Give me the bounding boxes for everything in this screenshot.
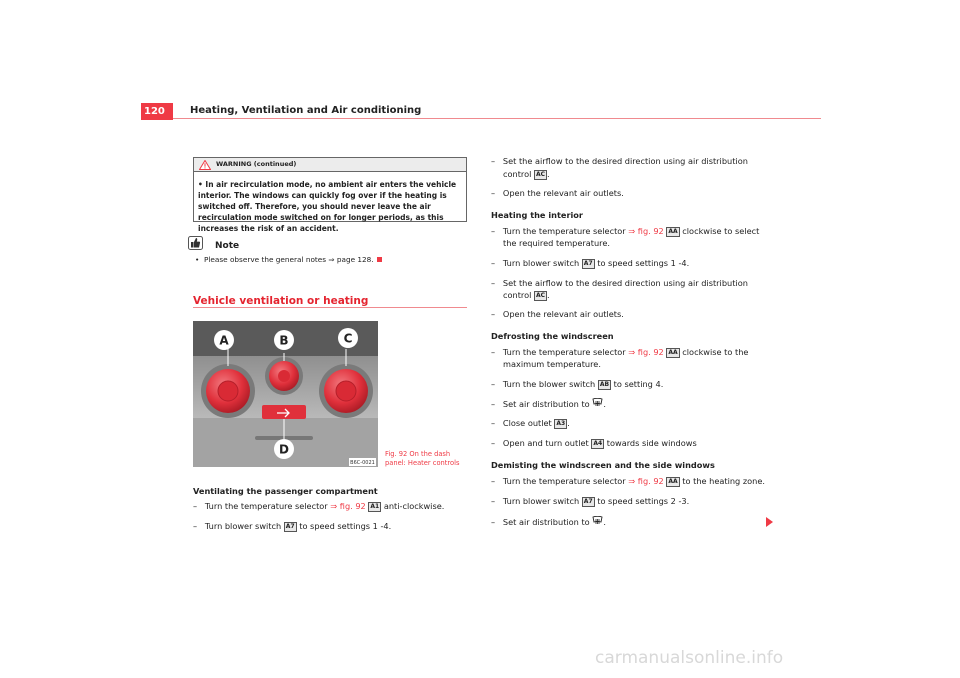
defrost-step-4 xyxy=(491,418,570,429)
heating-step-4 xyxy=(491,309,624,319)
control-badge: A7 xyxy=(583,260,593,267)
demist-step-3 xyxy=(491,516,606,527)
step-text: control xyxy=(503,290,532,300)
fig-92-link[interactable]: fig. 92 xyxy=(637,347,664,357)
fig-92-link[interactable]: fig. 92 xyxy=(637,226,664,236)
step-text: . xyxy=(547,290,550,300)
control-badge: AB xyxy=(599,381,610,388)
figure-caption: Fig. 92 On the dash panel: Heater controls xyxy=(385,450,460,467)
step-text: towards side windows xyxy=(606,438,697,448)
dash: – xyxy=(491,496,496,506)
dash: – xyxy=(491,517,496,527)
dash: – xyxy=(491,278,496,288)
control-badge: A7 xyxy=(583,498,593,505)
header-rule xyxy=(173,118,821,119)
step-text: to speed settings 1 -4. xyxy=(299,521,392,531)
step-text: Turn the temperature selector xyxy=(204,501,328,511)
figure-label-c: C xyxy=(343,331,353,346)
step-text: Turn blower switch xyxy=(502,496,580,506)
step-text: Open the relevant air outlets. xyxy=(502,188,624,198)
figure-label-b: B xyxy=(279,333,289,348)
fig-92-link[interactable]: fig. 92 xyxy=(637,476,664,486)
figure-code: B6C-0021 xyxy=(350,460,375,466)
dash: – xyxy=(193,521,198,531)
step-text: . xyxy=(567,418,570,428)
step-text: Set the airflow to the desired direction using air distribution xyxy=(502,278,748,288)
right-intro-1 xyxy=(491,156,748,166)
note-arrow: ⇒ xyxy=(328,255,335,264)
left-step-1 xyxy=(193,501,444,512)
heading-defrost: Defrosting the windscreen xyxy=(491,331,614,341)
step-text: Turn blower switch xyxy=(502,258,580,268)
page-number: 120 xyxy=(141,103,173,120)
dash: – xyxy=(491,156,496,166)
step-text: Turn blower switch xyxy=(204,521,282,531)
dash: – xyxy=(491,226,496,236)
heading-demist: Demisting the windscreen and the side windows xyxy=(491,460,715,470)
step-text: Open and turn outlet xyxy=(502,438,589,448)
defrost-step-1-cont: maximum temperature. xyxy=(503,359,601,369)
left-step-2 xyxy=(193,521,391,532)
step-text: Turn the blower switch xyxy=(502,379,596,389)
windscreen-defrost-icon xyxy=(592,398,603,407)
defrost-step-1 xyxy=(491,347,748,358)
running-header: Heating, Ventilation and Air conditioning xyxy=(190,105,422,116)
ref-arrow: ⇒ xyxy=(628,476,636,486)
heater-controls-figure xyxy=(193,321,378,467)
ref-arrow: ⇒ xyxy=(628,347,636,357)
control-badge: A4 xyxy=(593,440,603,447)
step-text: to the heating zone. xyxy=(682,476,765,486)
control-badge: A7 xyxy=(285,523,295,530)
step-text: clockwise to the xyxy=(682,347,749,357)
step-text: . xyxy=(603,517,606,527)
dash: – xyxy=(491,476,496,486)
dash: – xyxy=(193,501,198,511)
heading-ventilating: Ventilating the passenger compartment xyxy=(193,486,378,496)
defrost-step-3 xyxy=(491,398,606,409)
step-text: anti-clockwise. xyxy=(383,501,445,511)
dash: – xyxy=(491,309,496,319)
step-text: to speed settings 1 -4. xyxy=(597,258,690,268)
step-text: Turn the temperature selector xyxy=(502,476,626,486)
demist-step-2 xyxy=(491,496,689,507)
figure-label-a: A xyxy=(219,333,229,348)
dash: – xyxy=(491,438,496,448)
control-badge: A1 xyxy=(370,503,380,510)
warning-body: In air recirculation mode, no ambient air enters the vehicle interior. The windows can quickly fog over if the heating is switched off. Therefore, you should never leave the air recirculation mode switched on for longer periods, as this increases the risk of an accident. xyxy=(198,180,457,233)
control-badge: AC xyxy=(536,171,546,178)
windscreen-defrost-icon xyxy=(592,516,603,525)
dash: – xyxy=(491,347,496,357)
step-text: Open the relevant air outlets. xyxy=(502,309,624,319)
control-badge: AC xyxy=(536,292,546,299)
note-icon xyxy=(188,236,203,250)
step-text: Turn the temperature selector xyxy=(502,347,626,357)
warning-header xyxy=(194,158,466,172)
fig-92-link[interactable]: fig. 92 xyxy=(339,501,366,511)
dash: – xyxy=(491,258,496,268)
warning-triangle-icon xyxy=(199,160,211,170)
step-text: control xyxy=(503,169,532,179)
step-text: Set the airflow to the desired direction using air distribution xyxy=(502,156,748,166)
warning-label: WARNING (continued) xyxy=(216,160,297,168)
section-rule xyxy=(193,307,467,308)
step-text: to speed settings 2 -3. xyxy=(597,496,690,506)
warning-text xyxy=(198,179,464,234)
note-text xyxy=(195,255,382,264)
next-page-arrow-icon[interactable] xyxy=(766,517,773,527)
heating-step-1-cont: the required temperature. xyxy=(503,238,611,248)
step-text: Turn the temperature selector xyxy=(502,226,626,236)
note-title: Note xyxy=(215,241,240,251)
warning-box xyxy=(193,157,467,233)
step-text: Close outlet xyxy=(502,418,552,428)
ref-arrow: ⇒ xyxy=(628,226,636,236)
warning-bullet: • xyxy=(198,180,203,189)
control-badge: AA xyxy=(668,349,678,356)
heating-step-3-cont xyxy=(503,290,550,301)
control-badge: AA xyxy=(668,478,678,485)
right-intro-1-cont xyxy=(503,169,550,180)
step-text: Set air distribution to xyxy=(502,399,590,409)
control-badge: A3 xyxy=(556,420,566,427)
note-bullet: • xyxy=(195,255,200,264)
ref-arrow: ⇒ xyxy=(330,501,338,511)
section-title: Vehicle ventilation or heating xyxy=(193,295,369,307)
demist-step-1 xyxy=(491,476,765,487)
note-body: Please observe the general notes xyxy=(203,255,327,264)
step-text: Set air distribution to xyxy=(502,517,590,527)
right-intro-2 xyxy=(491,188,624,198)
step-text: to setting 4. xyxy=(613,379,664,389)
dash: – xyxy=(491,188,496,198)
step-text: . xyxy=(547,169,550,179)
heating-step-3 xyxy=(491,278,748,288)
defrost-step-5 xyxy=(491,438,697,449)
heading-heating: Heating the interior xyxy=(491,210,583,220)
dash: – xyxy=(491,379,496,389)
figure-label-d: D xyxy=(279,442,289,457)
note-page-link[interactable]: page 128. xyxy=(336,255,374,264)
dash: – xyxy=(491,418,496,428)
control-badge: AA xyxy=(668,228,678,235)
step-text: . xyxy=(603,399,606,409)
heating-step-1 xyxy=(491,226,759,237)
dash: – xyxy=(491,399,496,409)
step-text: clockwise to select xyxy=(682,226,760,236)
heating-step-2 xyxy=(491,258,689,269)
defrost-step-2 xyxy=(491,379,663,390)
watermark: carmanualsonline.info xyxy=(595,648,784,668)
end-mark xyxy=(377,257,382,262)
